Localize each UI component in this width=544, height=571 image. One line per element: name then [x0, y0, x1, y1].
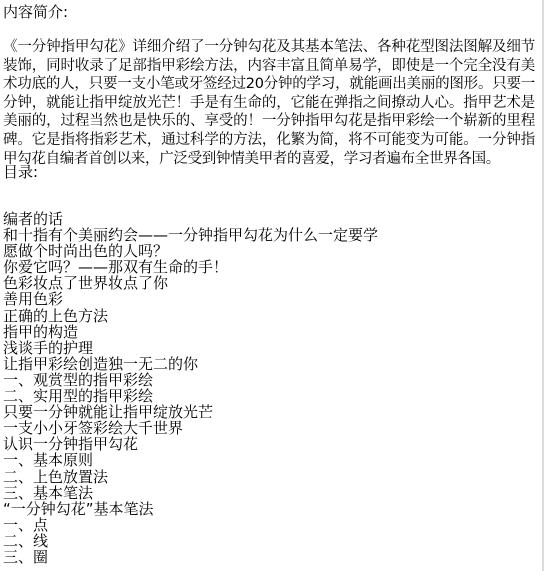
toc-item: 编者的话 — [3, 210, 64, 228]
toc-item: 一、点 — [3, 515, 49, 534]
toc-item: 正确的上色方法 — [3, 306, 109, 325]
toc-item: 和十指有个美丽约会——一分钟指甲勾花为什么一定要学 — [3, 226, 379, 245]
toc-item: 指甲的构造 — [3, 322, 79, 341]
toc-item: “一分钟勾花”基本笔法 — [3, 499, 154, 518]
toc-item: 三、基本笔法 — [3, 483, 94, 502]
toc-item: 色彩妆点了世界妆点了你 — [3, 274, 169, 293]
toc-heading: 目录: — [3, 163, 39, 181]
toc-item: 善用色彩 — [3, 290, 64, 309]
content-intro-paragraph: 《一分钟指甲勾花》详细介绍了一分钟勾花及其基本笔法、各种花型图法图解及细节装饰，同时收录了足部指甲彩绘方法，内容丰富且简单易学，即使是一个完全没有美术功底的人，只要一支小笔或牙签经过20分钟的学习，就能画出美丽的图形。只要一分钟，就能让指甲绽放光芒！手是有生命的，它能在弹指之间撩动人心。指甲艺术是美丽的，过程当然也是快乐的、享受的！一分钟指甲勾花是指甲彩绘一个崭新的里程碑。它是指将指彩艺术，通过科学的方法，化繁为简，将不可能变为可能。一分钟指甲勾花自编者首创以来，广泛受到钟情美甲者的喜爱，学习者遍布全世界各国。 — [3, 39, 535, 167]
toc-list — [3, 211, 378, 565]
toc-item: 只要一分钟就能让指甲绽放光芒 — [3, 403, 214, 422]
toc-item: 一、基本原则 — [3, 451, 94, 470]
toc-item: 三、圈 — [3, 547, 49, 566]
toc-item: 一支小小牙签彩绘大千世界 — [3, 419, 184, 438]
toc-item: 二、上色放置法 — [3, 467, 109, 486]
toc-item: 浅谈手的护理 — [3, 338, 94, 357]
toc-item: 认识一分钟指甲勾花 — [3, 435, 139, 454]
toc-item: 一、观赏型的指甲彩绘 — [3, 370, 154, 389]
toc-item: 愿做个时尚出色的人吗？ — [3, 242, 169, 261]
toc-item: 二、线 — [3, 531, 49, 550]
toc-item: 你爱它吗？——那双有生命的手！ — [3, 258, 229, 277]
toc-item: 让指甲彩绘创造独一无二的你 — [3, 354, 199, 373]
toc-item: 二、实用型的指甲彩绘 — [3, 387, 154, 406]
content-intro-heading: 内容简介: — [3, 3, 69, 21]
